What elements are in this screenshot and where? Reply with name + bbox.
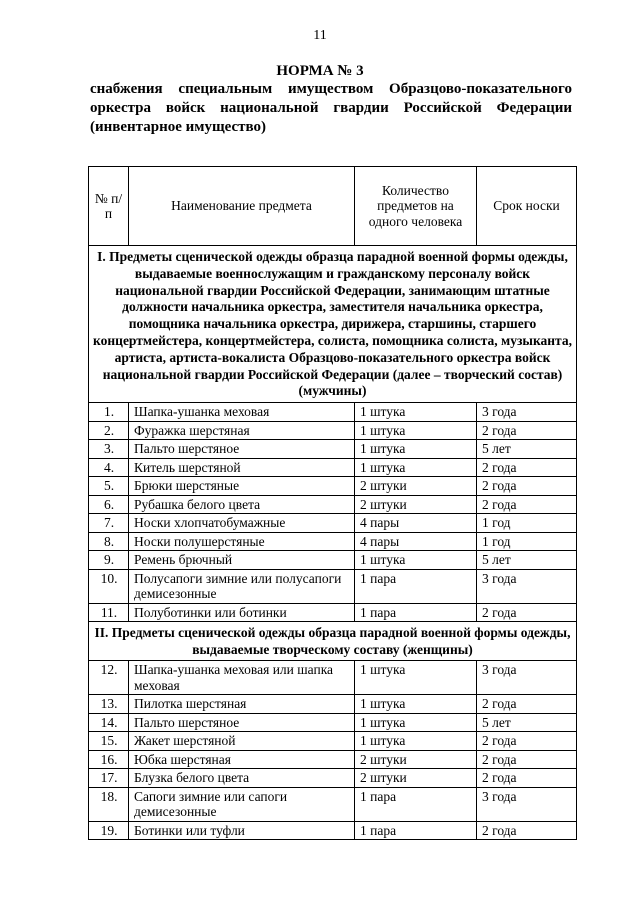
item-name: Пилотка шерстяная: [129, 695, 355, 714]
header-number: № п/п: [89, 167, 129, 246]
table-row: [89, 477, 577, 496]
item-name: Китель шерстяной: [129, 458, 355, 477]
wear-term: 2 года: [477, 458, 577, 477]
item-quantity: 1 штука: [355, 458, 477, 477]
item-name: Пальто шерстяное: [129, 440, 355, 459]
item-quantity: 1 штука: [355, 403, 477, 422]
wear-term: 5 лет: [477, 440, 577, 459]
item-quantity: 2 штуки: [355, 750, 477, 769]
item-name: Фуражка шерстяная: [129, 421, 355, 440]
row-number: 10.: [89, 569, 129, 603]
row-number: 6.: [89, 495, 129, 514]
row-number: 16.: [89, 750, 129, 769]
wear-term: 2 года: [477, 495, 577, 514]
row-number: 14.: [89, 713, 129, 732]
wear-term: 5 лет: [477, 551, 577, 570]
document-title: НОРМА № 3: [276, 63, 364, 79]
item-quantity: 1 штука: [355, 421, 477, 440]
table-row: [89, 787, 577, 821]
row-number: 11.: [89, 603, 129, 622]
item-name: Жакет шерстяной: [129, 732, 355, 751]
wear-term: 1 год: [477, 514, 577, 533]
table-row: [89, 458, 577, 477]
item-quantity: 1 штука: [355, 661, 477, 695]
row-number: 1.: [89, 403, 129, 422]
item-name: Юбка шерстяная: [129, 750, 355, 769]
header-item-name: Наименование предмета: [129, 167, 355, 246]
row-number: 5.: [89, 477, 129, 496]
row-number: 9.: [89, 551, 129, 570]
item-name: Носки хлопчатобумажные: [129, 514, 355, 533]
item-quantity: 1 штука: [355, 732, 477, 751]
item-name: Блузка белого цвета: [129, 769, 355, 788]
item-name: Полуботинки или ботинки: [129, 603, 355, 622]
item-quantity: 1 пара: [355, 603, 477, 622]
row-number: 15.: [89, 732, 129, 751]
item-quantity: 2 штуки: [355, 769, 477, 788]
header-quantity: Количество предметов на одного человека: [355, 167, 477, 246]
table-row: [89, 769, 577, 788]
item-quantity: 2 штуки: [355, 495, 477, 514]
table-row: [89, 421, 577, 440]
section-heading-men: [89, 246, 577, 403]
norm-table: [88, 166, 577, 840]
table-row: [89, 532, 577, 551]
row-number: 17.: [89, 769, 129, 788]
row-number: 4.: [89, 458, 129, 477]
wear-term: 2 года: [477, 821, 577, 840]
row-number: 3.: [89, 440, 129, 459]
row-number: 8.: [89, 532, 129, 551]
section-heading-text: II. Предметы сценической одежды образца парадной военной формы одежды, выдаваемые творческому составу (женщины): [89, 622, 577, 661]
wear-term: 2 года: [477, 750, 577, 769]
section-heading-text: I. Предметы сценической одежды образца парадной военной формы одежды, выдаваемые военнослужащим и гражданскому персоналу войск национальной гвардии Российской Федерации, занимающим штатные должности начальника оркестра, заместителя начальника оркестра, помощника начальника оркестра, дирижера, старшины, старшего концертмейстера, концертмейстера, солиста, помощника солиста, музыканта, артиста, артиста-вокалиста Образцово-показательного оркестра войск национальной гвардии Российской Федерации (далее – творческий состав) (мужчины): [89, 246, 577, 403]
wear-term: 2 года: [477, 603, 577, 622]
table-row: [89, 495, 577, 514]
row-number: 18.: [89, 787, 129, 821]
table-row: [89, 514, 577, 533]
item-quantity: 1 пара: [355, 821, 477, 840]
table-row: [89, 603, 577, 622]
wear-term: 3 года: [477, 569, 577, 603]
table-row: [89, 569, 577, 603]
wear-term: 3 года: [477, 661, 577, 695]
item-quantity: 2 штуки: [355, 477, 477, 496]
item-name: Шапка-ушанка меховая или шапка меховая: [129, 661, 355, 695]
table-row: [89, 750, 577, 769]
wear-term: 2 года: [477, 732, 577, 751]
table-row: [89, 695, 577, 714]
row-number: 13.: [89, 695, 129, 714]
page-number: 11: [313, 28, 327, 43]
wear-term: 2 года: [477, 421, 577, 440]
item-quantity: 1 пара: [355, 787, 477, 821]
item-quantity: 1 штука: [355, 440, 477, 459]
item-name: Ботинки или туфли: [129, 821, 355, 840]
table-row: [89, 551, 577, 570]
wear-term: 5 лет: [477, 713, 577, 732]
table-row: [89, 440, 577, 459]
item-name: Рубашка белого цвета: [129, 495, 355, 514]
table-row: [89, 732, 577, 751]
section-heading-women: [89, 622, 577, 661]
row-number: 2.: [89, 421, 129, 440]
item-name: Ремень брючный: [129, 551, 355, 570]
item-quantity: 1 штука: [355, 551, 477, 570]
item-quantity: 1 штука: [355, 713, 477, 732]
wear-term: 2 года: [477, 477, 577, 496]
wear-term: 2 года: [477, 695, 577, 714]
item-quantity: 4 пары: [355, 514, 477, 533]
item-name: Сапоги зимние или сапоги демисезонные: [129, 787, 355, 821]
row-number: 12.: [89, 661, 129, 695]
item-name: Полусапоги зимние или полусапоги демисезонные: [129, 569, 355, 603]
row-number: 7.: [89, 514, 129, 533]
item-quantity: 4 пары: [355, 532, 477, 551]
item-quantity: 1 штука: [355, 695, 477, 714]
document-subtitle: снабжения специальным имуществом Образцово-показательного оркестра войск национальной гвардии Российской Федерации (инвентарное имущество): [90, 81, 572, 135]
table-row: [89, 403, 577, 422]
item-name: Носки полушерстяные: [129, 532, 355, 551]
wear-term: 1 год: [477, 532, 577, 551]
wear-term: 3 года: [477, 403, 577, 422]
table-row: [89, 661, 577, 695]
table-row: [89, 713, 577, 732]
item-name: Брюки шерстяные: [129, 477, 355, 496]
header-wear-term: Срок носки: [477, 167, 577, 246]
table-header-row: [89, 167, 577, 246]
item-name: Шапка-ушанка меховая: [129, 403, 355, 422]
table-row: [89, 821, 577, 840]
wear-term: 2 года: [477, 769, 577, 788]
item-quantity: 1 пара: [355, 569, 477, 603]
item-name: Пальто шерстяное: [129, 713, 355, 732]
row-number: 19.: [89, 821, 129, 840]
wear-term: 3 года: [477, 787, 577, 821]
